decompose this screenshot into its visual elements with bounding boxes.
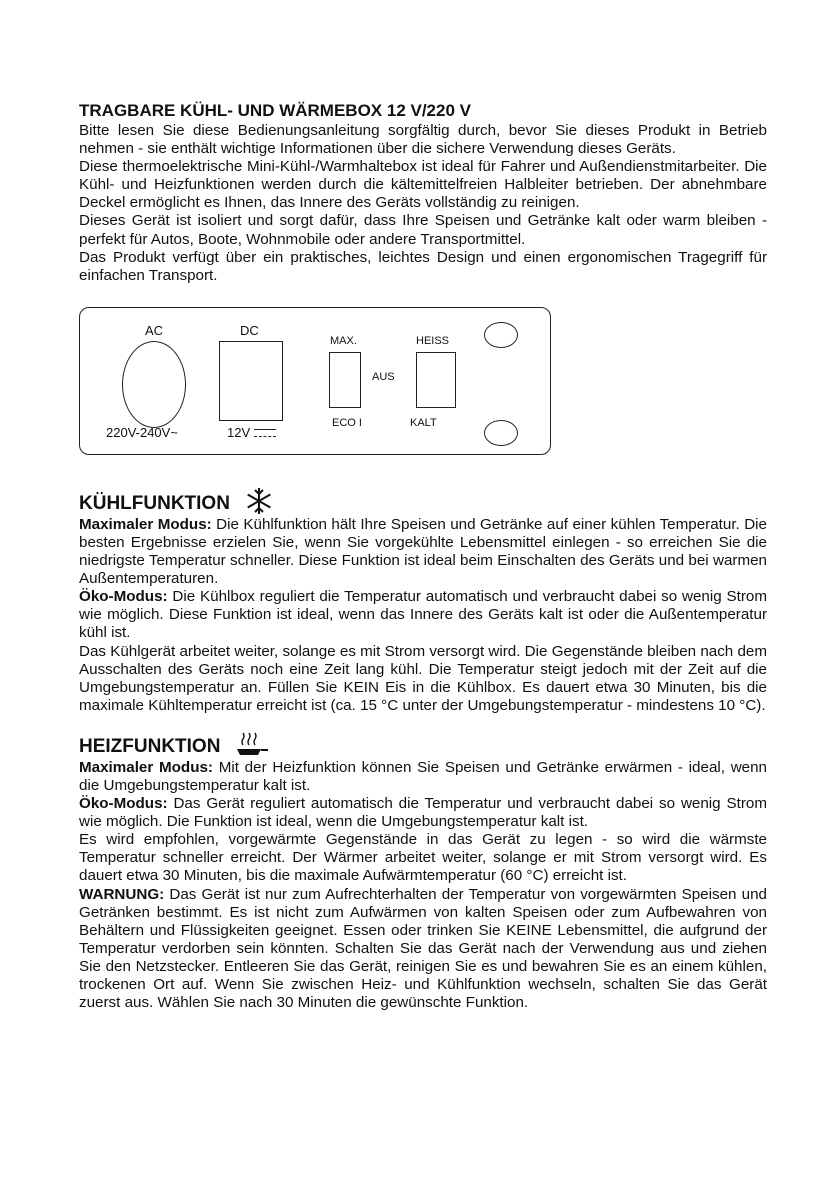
heating-max-mode-label: Maximaler Modus: [79, 758, 213, 776]
indicator-light-top-icon [484, 322, 518, 348]
cooling-extra-paragraph: Das Kühlgerät arbeitet weiter, solange es mit Strom versorgt wird. Die Gegenstände bleiben nach dem Ausschalten des Geräts noch eine Zeit lang kühl. Die Temperatur steigt jedoch mit der Zeit auf die Umgebungstemperatur an. Füllen Sie KEIN Eis in die Kühlbox. Es dauert etwa 30 Minuten, bis die maximale Kühltemperatur erreicht ist (ca. 15 °C unter der Umgebungstemperatur - mindestens 10 °C). [79, 642, 768, 714]
dc-voltage-label: 12V [227, 426, 276, 440]
eco-label: ECO I [332, 416, 362, 429]
heating-warning-label: WARNUNG: [79, 885, 165, 903]
cooling-eco-mode-text: Die Kühlbox reguliert die Temperatur automatisch und verbraucht dabei so wenig Strom wie möglich. Diese Funktion ist ideal, wenn das Innere des Geräts kalt ist oder die Außentemperatur kühl ist. [79, 588, 767, 642]
max-label: MAX. [330, 334, 357, 347]
intro-paragraph-2: Diese thermoelektrische Mini-Kühl-/Warmhaltebox ist ideal für Fahrer und Außendienstmitarbeiter. Die Kühl- und Heizfunktionen werden durch die kältemittelfreien Halbleiter betrieben. Der abnehmbare Deckel ermöglicht es Ihnen, das Innere des Geräts vollständig zu reinigen. [79, 158, 767, 212]
dc-label: DC [240, 322, 259, 338]
control-panel-outline [79, 307, 551, 455]
aus-label: AUS [372, 370, 395, 383]
intro-paragraph-3: Dieses Gerät ist isoliert und sorgt dafür, dass Ihre Speisen und Getränke kalt oder warm bleiben - perfekt für Autos, Boote, Wohnmobile oder andere Transportmittel. [79, 212, 767, 248]
ac-voltage-label: 220V-240V~ [106, 424, 178, 440]
heating-eco-mode [79, 795, 767, 831]
intro-paragraph-1: Bitte lesen Sie diese Bedienungsanleitung sorgfältig durch, bevor Sie dieses Produkt in Betrieb nehmen - sie enthält wichtige Informationen über die sichere Verwendung dieses Geräts. [79, 122, 767, 158]
heating-heading [79, 729, 767, 759]
temp-switch-icon [416, 352, 456, 408]
heating-eco-mode-label: Öko-Modus: [79, 795, 168, 813]
control-panel-diagram [79, 307, 767, 472]
manual-page [79, 100, 767, 1012]
ac-socket-icon [122, 341, 186, 428]
heiss-label: HEISS [416, 334, 450, 347]
cooling-max-mode-text: Die Kühlfunktion hält Ihre Speisen und Getränke auf einer kühlen Temperatur. Die besten Ergebnisse erzielen Sie, wenn Sie vorgekühlte Lebensmittel einlegen - so erreichen Sie die niedrigste Temperatur schneller. Diese Funktion ist ideal beim Einschalten des Geräts und bei warmen Außentemperaturen. [79, 515, 767, 588]
heating-max-mode [79, 759, 767, 795]
intro-paragraph-4: Das Produkt verfügt über ein praktisches, leichtes Design und einen ergonomischen Tragegriff für einfachen Transport. [79, 248, 767, 284]
heating-heading-text: HEIZFUNKTION [79, 735, 221, 757]
dc-socket-icon [219, 341, 283, 421]
mode-switch-icon [329, 352, 361, 408]
indicator-light-bottom-icon [484, 420, 518, 446]
heating-max-mode-text: Mit der Heizfunktion können Sie Speisen und Getränke erwärmen - ideal, wenn die Umgebungstemperatur kalt ist. [79, 758, 767, 794]
ac-label: AC [145, 322, 164, 338]
heating-warning-text: Das Gerät ist nur zum Aufrechterhalten der Temperatur von vorgewärmten Speisen und Getränken bestimmt. Es ist nicht zum Aufwärmen von kalten Speisen oder zum Aufbewahren von Behältern und Flüssigkeiten geeignet. Essen oder trinken Sie KEINE Lebensmittel, die aufgrund der Temperatur verdorben sein könnten. Schalten Sie das Gerät nach der Verwendung aus und ziehen Sie den Netzstecker. Entleeren Sie das Gerät, reinigen Sie es und bewahren Sie es an einem kühlen, trockenen Ort auf. Wenn Sie zwischen Heiz- und Kühlfunktion wechseln, schalten Sie das Gerät zuerst aus. Wählen Sie nach 30 Minuten die gewünschte Funktion. [79, 885, 767, 1012]
cooling-eco-mode [79, 588, 767, 642]
dc-symbol-icon [254, 429, 276, 437]
cooling-max-mode-label: Maximaler Modus: [79, 515, 212, 533]
heating-pan-icon [234, 729, 268, 759]
kalt-label: KALT [410, 416, 437, 429]
heating-warning [79, 886, 767, 1013]
cooling-max-mode [79, 516, 767, 588]
heating-extra-paragraph: Es wird empfohlen, vorgewärmte Gegenstände in das Gerät zu legen - so wird die wärmste Temperatur schneller erreicht. Der Wärmer arbeitet weiter, solange er mit Strom versorgt wird. Es dauert etwa 30 Minuten, bis die maximale Aufwärmtemperatur (60 °C) erreicht ist. [79, 831, 767, 885]
page-title: TRAGBARE KÜHL- UND WÄRMEBOX 12 V/220 V [79, 101, 471, 120]
cooling-eco-mode-label: Öko-Modus: [79, 588, 168, 606]
heating-eco-mode-text: Das Gerät reguliert automatisch die Temperatur und verbraucht dabei so wenig Strom wie möglich. Die Funktion ist ideal, wenn die Umgebungstemperatur kalt ist. [79, 795, 767, 831]
cooling-heading-text: KÜHLFUNKTION [79, 492, 230, 514]
snowflake-icon [244, 486, 274, 516]
cooling-heading [79, 486, 767, 516]
